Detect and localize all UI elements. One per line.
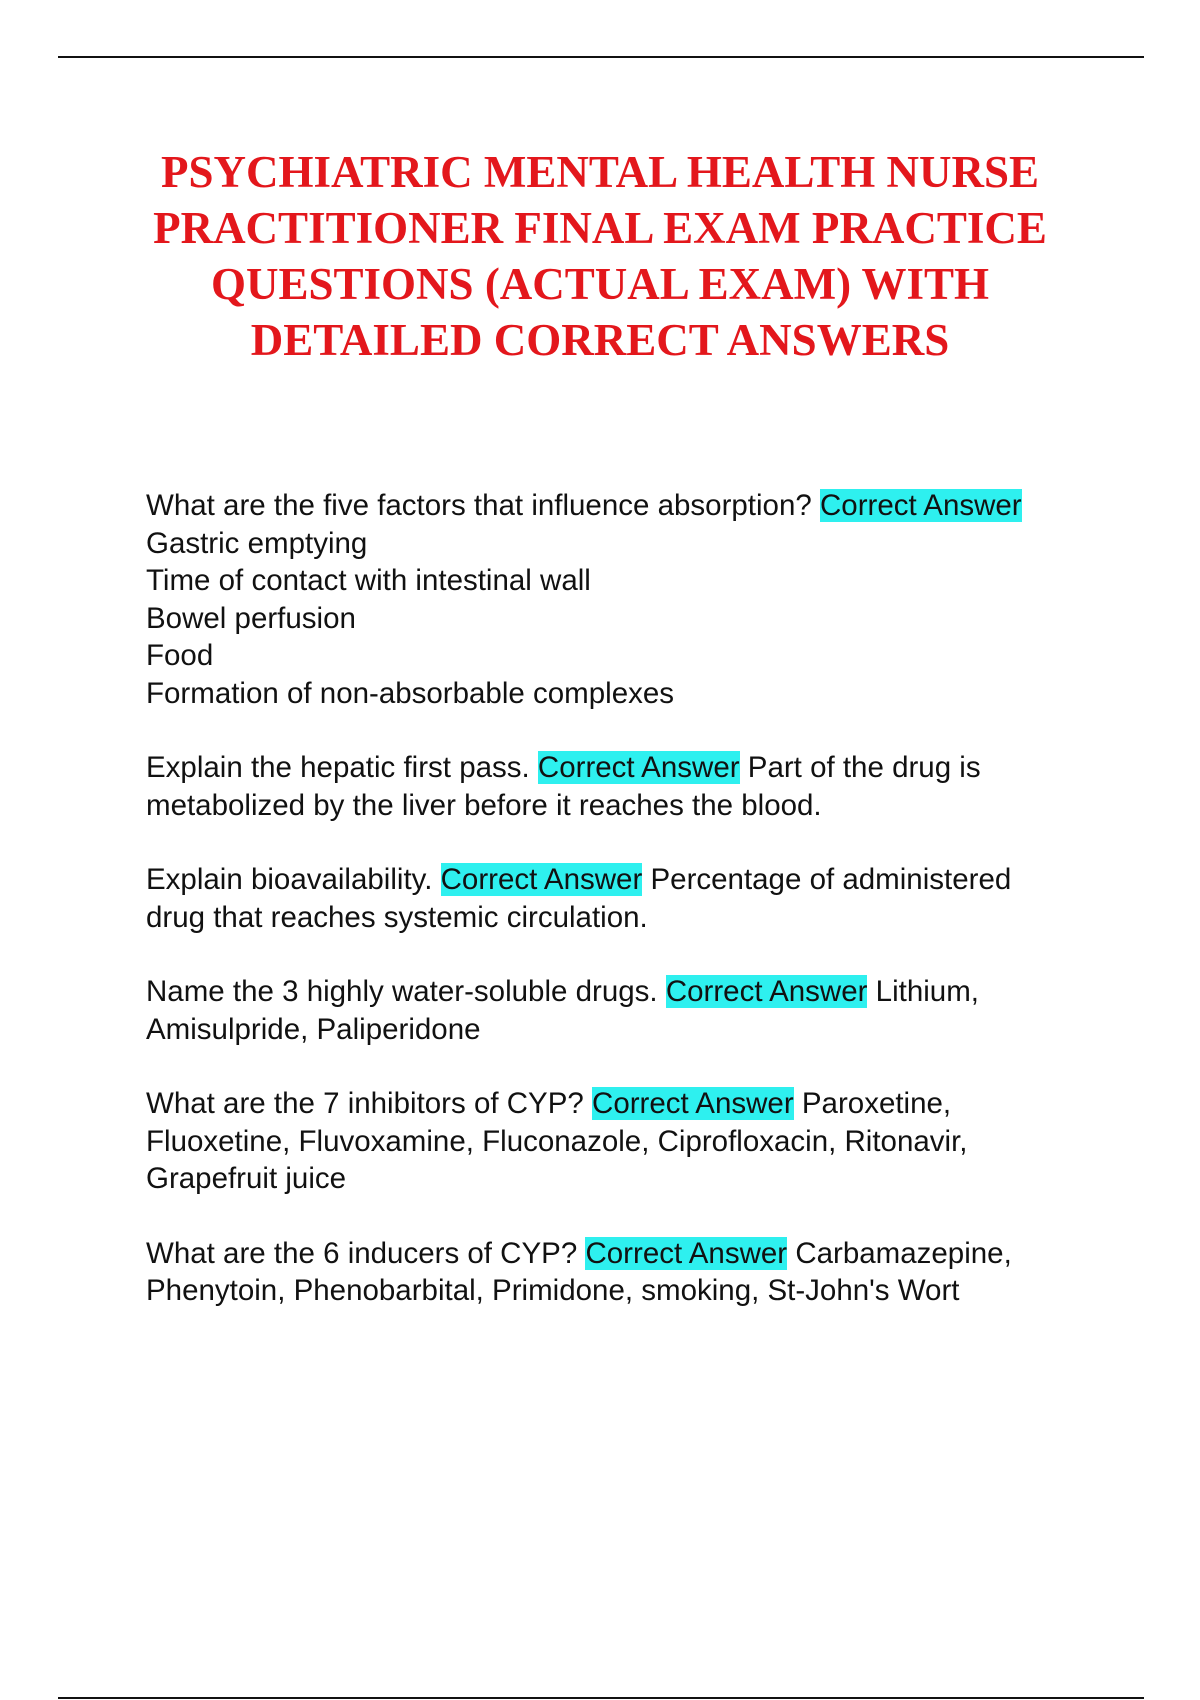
answer-text: Part of the drug is metabolized by the liver before it reaches the blood. xyxy=(146,751,981,822)
correct-answer-label: Correct Answer xyxy=(440,863,643,896)
correct-answer-label: Correct Answer xyxy=(592,1087,794,1120)
correct-answer-label: Correct Answer xyxy=(537,751,740,784)
qa-item xyxy=(146,973,1076,1048)
question-text: What are the 6 inducers of CYP? xyxy=(146,1236,578,1270)
correct-answer-label: Correct Answer xyxy=(819,489,1022,522)
question-text: What are the five factors that influence absorption? xyxy=(146,489,812,522)
correct-answer-label: Correct Answer xyxy=(665,975,868,1008)
correct-answer-label: Correct Answer xyxy=(585,1236,788,1270)
answer-text: Carbamazepine, Phenytoin, Phenobarbital, Primidone, smoking, St-John's Wort xyxy=(146,1236,1012,1307)
question-text: Explain bioavailability. xyxy=(146,863,433,896)
answer-text: Paroxetine, Fluoxetine, Fluvoxamine, Fluconazole, Ciprofloxacin, Ritonavir, Grapefruit juice xyxy=(146,1087,968,1195)
qa-item xyxy=(146,749,1076,824)
question-text: Name the 3 highly water-soluble drugs. xyxy=(146,975,658,1008)
qa-list xyxy=(146,487,1076,1347)
question-text: What are the 7 inhibitors of CYP? xyxy=(146,1087,584,1120)
answer-text: Lithium, Amisulpride, Paliperidone xyxy=(146,975,979,1046)
answer-line: Gastric emptying xyxy=(146,526,368,560)
qa-item xyxy=(146,487,1076,712)
answer-line: Formation of non-absorbable complexes xyxy=(146,676,675,710)
bottom-divider xyxy=(58,1697,1144,1699)
question-text: Explain the hepatic first pass. xyxy=(146,751,530,784)
answer-line: Food xyxy=(146,639,214,672)
top-divider xyxy=(58,56,1144,58)
answer-line: Bowel perfusion xyxy=(146,601,356,635)
qa-item xyxy=(146,1235,1076,1310)
document-title: PSYCHIATRIC MENTAL HEALTH NURSE PRACTITIONER FINAL EXAM PRACTICE QUESTIONS (ACTUAL EXAM) WITH DETAILED CORRECT ANSWERS xyxy=(153,147,1047,365)
answer-text: Percentage of administered drug that reaches systemic circulation. xyxy=(146,863,1012,934)
qa-item xyxy=(146,861,1076,936)
answer-line: Time of contact with intestinal wall xyxy=(146,564,591,597)
qa-item xyxy=(146,1085,1076,1198)
